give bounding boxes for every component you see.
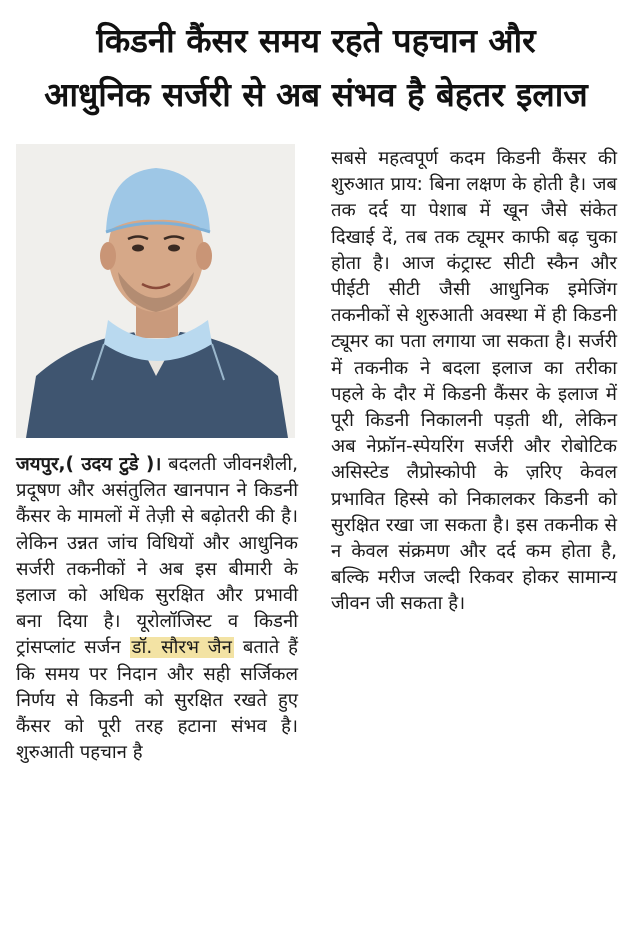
article-column-right bbox=[331, 146, 617, 618]
doctor-name: डॉ. सौरभ जैन bbox=[131, 637, 232, 659]
article-text-left-part1: बदलती जीवनशैली, प्रदूषण और असंतुलित खानपान ने किडनी कैंसर के मामलों में तेज़ी से बढ़ोतरी की है। लेकिन उन्नत जांच विधियों और आधुनिक सर्जरी तकनीकों ने अब इस बीमारी के इलाज को अधिक सुरक्षित और प्रभावी बना दिया है। यूरोलॉजिस्ट व किडनी ट्रांसप्लांट सर्जन bbox=[16, 454, 298, 659]
article-text-right: सबसे महत्वपूर्ण कदम किडनी कैंसर की शुरुआत प्राय: बिना लक्षण के होती है। जब तक दर्द या पेशाब में खून जैसे संकेत दिखाई दें, तब तक ट्यूमर काफी बढ़ चुका होता है। आज कंट्रास्ट सीटी स्कैन और पीईटी सीटी जैसी आधुनिक इमेजिंग तकनीकों से शुरुआती अवस्था में ही किडनी ट्यूमर का पता लगाया जा सकता है। सर्जरी में तकनीक ने बदला इलाज का तरीका पहले के दौर में किडनी कैंसर के इलाज में पूरी किडनी निकालनी पड़ती थी, लेकिन अब नेफ्रॉन-स्पेयरिंग सर्जरी और रोबोटिक असिस्टेड लैप्रोस्कोपी के ज़रिए केवल प्रभावित हिस्से को निकालकर किडनी को सुरक्षित रखा जा सकता है। इस तकनीक से न केवल संक्रमण और दर्द कम होता है, बल्कि मरीज जल्दी रिकवर होकर सामान्य जीवन जी सकता है। bbox=[331, 148, 617, 615]
headline bbox=[0, 14, 632, 122]
article-text-left-part2: बताते हैं कि समय पर निदान और सही सर्जिकल निर्णय से किडनी को सुरक्षित रखते हुए कैंसर को पूरी तरह हटाना संभव है। शुरुआती पहचान है bbox=[16, 637, 298, 764]
doctor-photo bbox=[16, 144, 295, 438]
headline-line-1: किडनी कैंसर समय रहते पहचान और bbox=[96, 21, 536, 60]
dateline: जयपुर,( उदय टुडे )। bbox=[16, 454, 162, 475]
doctor-portrait-icon bbox=[16, 144, 295, 438]
article-column-left bbox=[16, 452, 298, 766]
headline-line-2: आधुनिक सर्जरी से अब संभव है बेहतर इलाज bbox=[44, 75, 588, 114]
